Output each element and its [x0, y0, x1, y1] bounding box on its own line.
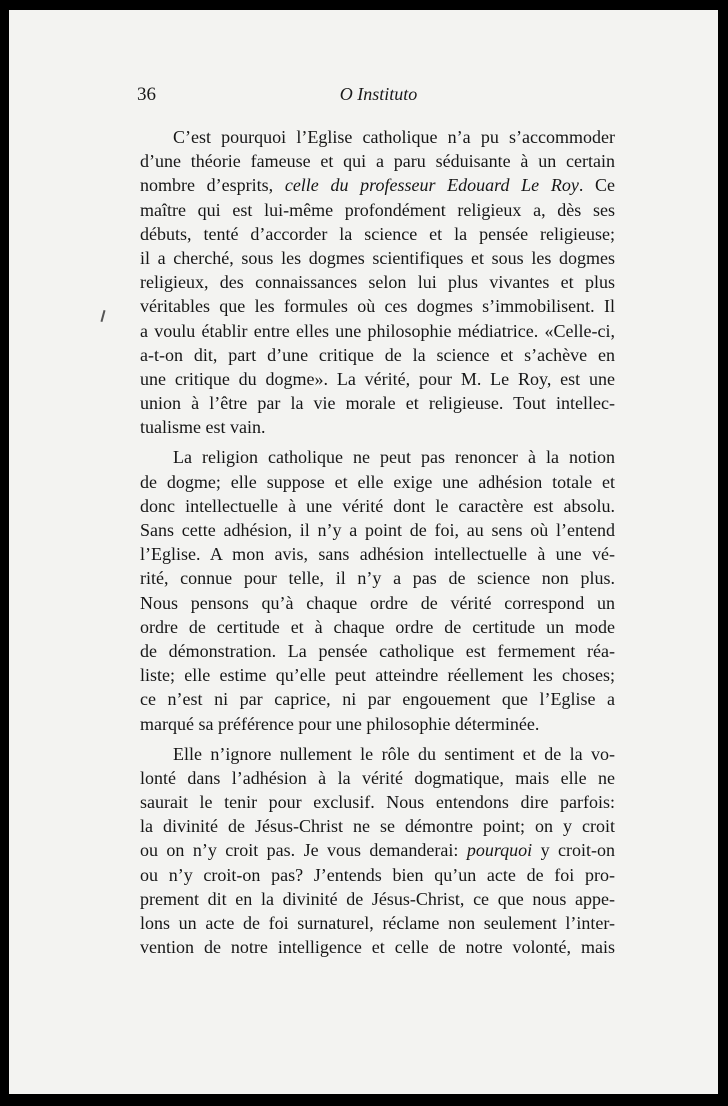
- body-text: [140, 125, 615, 959]
- text-line: de démonstration. La pensée catholique est fermement réa-: [140, 640, 615, 661]
- italic-span: celle du professeur Edouard Le Roy: [284, 175, 579, 196]
- text-line: ce n’est ni par caprice, ni par engouement que l’Eglise a: [140, 689, 615, 710]
- running-header: [9, 84, 718, 110]
- text-line: l’Eglise. A mon avis, sans adhésion intellectuelle à une vé-: [140, 544, 615, 565]
- running-title: O Instituto: [339, 84, 418, 104]
- text-line: la divinité de Jésus-Christ ne se démontre point; on y croit: [140, 816, 615, 837]
- text-line: maître qui est lui-même profondément religieux a, dès ses: [140, 199, 615, 220]
- text-line: donc intellectuelle à une vérité dont le caractère est absolu.: [140, 495, 615, 516]
- text-line: Sans cette adhésion, il n’y a point de foi, au sens où l’entend: [140, 520, 615, 540]
- text-line: liste; elle estime qu’elle peut atteindre réellement les choses;: [140, 665, 615, 686]
- text-span: y croit-on: [532, 840, 615, 861]
- text-line: saurait le tenir pour exclusif. Nous entendons dire parfois:: [140, 792, 615, 813]
- text-line: lons un acte de foi surnaturel, réclame non seulement l’inter-: [140, 913, 615, 933]
- text-line: une critique du dogme». La vérité, pour M. Le Roy, est une: [140, 368, 615, 389]
- text-line: La religion catholique ne peut pas renoncer à la notion: [173, 447, 615, 468]
- document-page: [9, 10, 718, 1094]
- text-span: ou on n’y croit pas. Je vous demanderai:: [140, 840, 467, 861]
- text-span: . Ce: [578, 175, 615, 196]
- text-line: véritables que les formules où ces dogmes s’immobilisent. Il: [140, 296, 615, 317]
- text-line: tualisme est vain.: [140, 417, 266, 438]
- text-line: marqué sa préférence pour une philosophie déterminée.: [140, 713, 540, 734]
- text-line: Nous pensons qu’à chaque ordre de vérité correspond un: [140, 592, 615, 613]
- text-line: religieux, des connaissances selon lui plus vivantes et plus: [140, 272, 615, 293]
- text-line: de dogme; elle suppose et elle exige une adhésion totale et: [140, 471, 615, 492]
- text-line: rité, connue pour telle, il n’y a pas de science non plus.: [140, 568, 615, 589]
- text-line: d’une théorie fameuse et qui a paru séduisante à un certain: [140, 151, 615, 172]
- text-line: débuts, tenté d’accorder la science et la pensée religieuse;: [140, 223, 615, 244]
- italic-span: pourquoi: [466, 840, 533, 861]
- text-line: Elle n’ignore nullement le rôle du sentiment et de la vo-: [173, 743, 615, 764]
- text-line: lonté dans l’adhésion à la vérité dogmatique, mais elle ne: [140, 767, 615, 788]
- text-span: nombre d’esprits,: [140, 175, 285, 196]
- text-line: union à l’être par la vie morale et religieuse. Tout intellec-: [140, 393, 615, 414]
- text-line: ordre de certitude et à chaque ordre de certitude un mode: [140, 616, 615, 637]
- text-line: a voulu établir entre elles une philosophie médiatrice. «Celle-ci,: [140, 320, 615, 341]
- text-line: C’est pourquoi l’Eglise catholique n’a pu s’accommoder: [173, 127, 615, 147]
- text-line: [140, 173, 615, 197]
- text-line: vention de notre intelligence et celle de notre volonté, mais: [140, 937, 615, 958]
- margin-mark: [100, 310, 105, 322]
- text-line: [140, 838, 615, 862]
- text-line: il a cherché, sous les dogmes scientifiques et sous les dogmes: [140, 247, 615, 268]
- text-line: a-t-on dit, part d’une critique de la science et s’achève en: [140, 344, 615, 365]
- page-number: 36: [137, 84, 156, 105]
- text-line: prement dit en la divinité de Jésus-Christ, ce que nous appe-: [140, 888, 615, 909]
- text-line: ou n’y croit-on pas? J’entends bien qu’un acte de foi pro-: [140, 864, 615, 885]
